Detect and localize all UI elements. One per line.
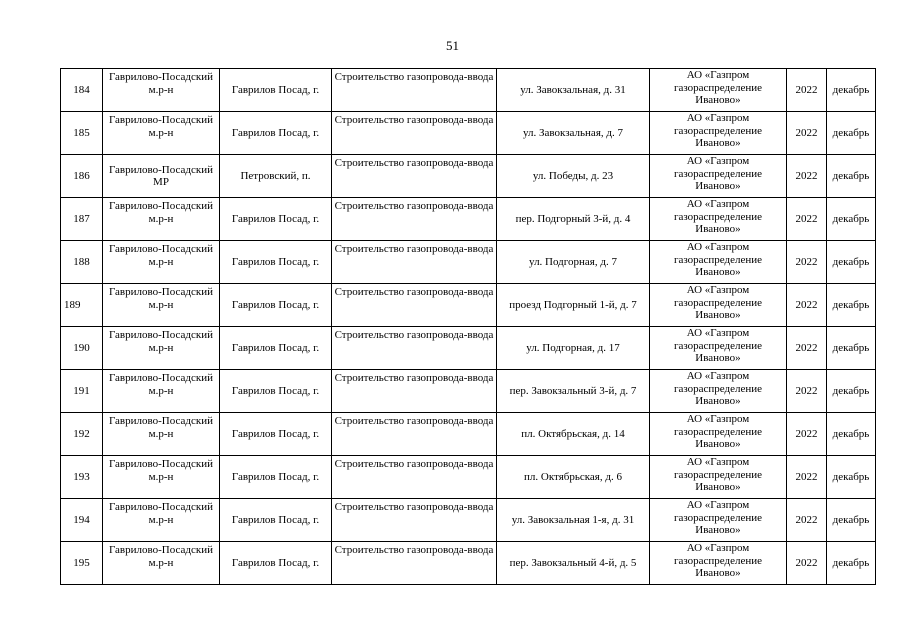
district-cell: Гаврилово-Посадский МР — [103, 155, 220, 198]
organization-cell: АО «Газпром газораспределение Иваново» — [650, 499, 787, 542]
table-row — [61, 284, 876, 327]
settlement-cell: Гаврилов Посад, г. — [220, 413, 332, 456]
month-cell: декабрь — [827, 198, 876, 241]
district-cell: Гаврилово-Посадский м.р-н — [103, 69, 220, 112]
settlement-cell: Гаврилов Посад, г. — [220, 327, 332, 370]
organization-cell: АО «Газпром газораспределение Иваново» — [650, 413, 787, 456]
district-cell: Гаврилово-Посадский м.р-н — [103, 241, 220, 284]
year-cell: 2022 — [787, 370, 827, 413]
address-cell: пер. Завокзальный 3-й, д. 7 — [497, 370, 650, 413]
year-cell: 2022 — [787, 456, 827, 499]
work-type-cell: Строительство газопровода-ввода — [332, 112, 497, 155]
year-cell: 2022 — [787, 69, 827, 112]
table-row — [61, 327, 876, 370]
table-row — [61, 413, 876, 456]
row-number: 189 — [61, 284, 103, 327]
table-row — [61, 69, 876, 112]
month-cell: декабрь — [827, 499, 876, 542]
organization-cell: АО «Газпром газораспределение Иваново» — [650, 456, 787, 499]
organization-cell: АО «Газпром газораспределение Иваново» — [650, 284, 787, 327]
address-cell: проезд Подгорный 1-й, д. 7 — [497, 284, 650, 327]
organization-cell: АО «Газпром газораспределение Иваново» — [650, 241, 787, 284]
organization-cell: АО «Газпром газораспределение Иваново» — [650, 370, 787, 413]
settlement-cell: Гаврилов Посад, г. — [220, 456, 332, 499]
settlement-cell: Петровский, п. — [220, 155, 332, 198]
month-cell: декабрь — [827, 542, 876, 585]
district-cell: Гаврилово-Посадский м.р-н — [103, 327, 220, 370]
year-cell: 2022 — [787, 155, 827, 198]
month-cell: декабрь — [827, 413, 876, 456]
address-cell: ул. Подгорная, д. 7 — [497, 241, 650, 284]
year-cell: 2022 — [787, 327, 827, 370]
month-cell: декабрь — [827, 155, 876, 198]
year-cell: 2022 — [787, 413, 827, 456]
district-cell: Гаврилово-Посадский м.р-н — [103, 499, 220, 542]
district-cell: Гаврилово-Посадский м.р-н — [103, 456, 220, 499]
district-cell: Гаврилово-Посадский м.р-н — [103, 284, 220, 327]
gas-pipeline-table — [60, 68, 876, 585]
work-type-cell: Строительство газопровода-ввода — [332, 241, 497, 284]
address-cell: ул. Завокзальная, д. 31 — [497, 69, 650, 112]
month-cell: декабрь — [827, 370, 876, 413]
table-row — [61, 542, 876, 585]
row-number: 185 — [61, 112, 103, 155]
row-number: 188 — [61, 241, 103, 284]
page-number: 51 — [446, 38, 459, 53]
work-type-cell: Строительство газопровода-ввода — [332, 499, 497, 542]
address-cell: пл. Октябрьская, д. 6 — [497, 456, 650, 499]
year-cell: 2022 — [787, 284, 827, 327]
row-number: 186 — [61, 155, 103, 198]
year-cell: 2022 — [787, 542, 827, 585]
table-row — [61, 198, 876, 241]
address-cell: пер. Завокзальный 4-й, д. 5 — [497, 542, 650, 585]
table-row — [61, 456, 876, 499]
address-cell: ул. Подгорная, д. 17 — [497, 327, 650, 370]
work-type-cell: Строительство газопровода-ввода — [332, 542, 497, 585]
year-cell: 2022 — [787, 499, 827, 542]
organization-cell: АО «Газпром газораспределение Иваново» — [650, 327, 787, 370]
month-cell: декабрь — [827, 284, 876, 327]
row-number: 184 — [61, 69, 103, 112]
settlement-cell: Гаврилов Посад, г. — [220, 241, 332, 284]
settlement-cell: Гаврилов Посад, г. — [220, 370, 332, 413]
organization-cell: АО «Газпром газораспределение Иваново» — [650, 69, 787, 112]
settlement-cell: Гаврилов Посад, г. — [220, 284, 332, 327]
settlement-cell: Гаврилов Посад, г. — [220, 542, 332, 585]
row-number: 191 — [61, 370, 103, 413]
work-type-cell: Строительство газопровода-ввода — [332, 327, 497, 370]
year-cell: 2022 — [787, 198, 827, 241]
work-type-cell: Строительство газопровода-ввода — [332, 370, 497, 413]
settlement-cell: Гаврилов Посад, г. — [220, 69, 332, 112]
address-cell: ул. Завокзальная 1-я, д. 31 — [497, 499, 650, 542]
address-cell: ул. Победы, д. 23 — [497, 155, 650, 198]
district-cell: Гаврилово-Посадский м.р-н — [103, 198, 220, 241]
month-cell: декабрь — [827, 112, 876, 155]
year-cell: 2022 — [787, 112, 827, 155]
settlement-cell: Гаврилов Посад, г. — [220, 499, 332, 542]
month-cell: декабрь — [827, 327, 876, 370]
work-type-cell: Строительство газопровода-ввода — [332, 155, 497, 198]
row-number: 194 — [61, 499, 103, 542]
work-type-cell: Строительство газопровода-ввода — [332, 284, 497, 327]
district-cell: Гаврилово-Посадский м.р-н — [103, 542, 220, 585]
table-row — [61, 370, 876, 413]
address-cell: пл. Октябрьская, д. 14 — [497, 413, 650, 456]
organization-cell: АО «Газпром газораспределение Иваново» — [650, 542, 787, 585]
table-row — [61, 155, 876, 198]
district-cell: Гаврилово-Посадский м.р-н — [103, 370, 220, 413]
settlement-cell: Гаврилов Посад, г. — [220, 198, 332, 241]
organization-cell: АО «Газпром газораспределение Иваново» — [650, 155, 787, 198]
work-type-cell: Строительство газопровода-ввода — [332, 198, 497, 241]
row-number: 190 — [61, 327, 103, 370]
row-number: 195 — [61, 542, 103, 585]
year-cell: 2022 — [787, 241, 827, 284]
table-row — [61, 112, 876, 155]
address-cell: пер. Подгорный 3-й, д. 4 — [497, 198, 650, 241]
month-cell: декабрь — [827, 241, 876, 284]
table-row — [61, 499, 876, 542]
district-cell: Гаврилово-Посадский м.р-н — [103, 112, 220, 155]
table-row — [61, 241, 876, 284]
month-cell: декабрь — [827, 69, 876, 112]
row-number: 193 — [61, 456, 103, 499]
work-type-cell: Строительство газопровода-ввода — [332, 69, 497, 112]
month-cell: декабрь — [827, 456, 876, 499]
row-number: 192 — [61, 413, 103, 456]
settlement-cell: Гаврилов Посад, г. — [220, 112, 332, 155]
row-number: 187 — [61, 198, 103, 241]
work-type-cell: Строительство газопровода-ввода — [332, 456, 497, 499]
organization-cell: АО «Газпром газораспределение Иваново» — [650, 198, 787, 241]
address-cell: ул. Завокзальная, д. 7 — [497, 112, 650, 155]
organization-cell: АО «Газпром газораспределение Иваново» — [650, 112, 787, 155]
work-type-cell: Строительство газопровода-ввода — [332, 413, 497, 456]
district-cell: Гаврилово-Посадский м.р-н — [103, 413, 220, 456]
